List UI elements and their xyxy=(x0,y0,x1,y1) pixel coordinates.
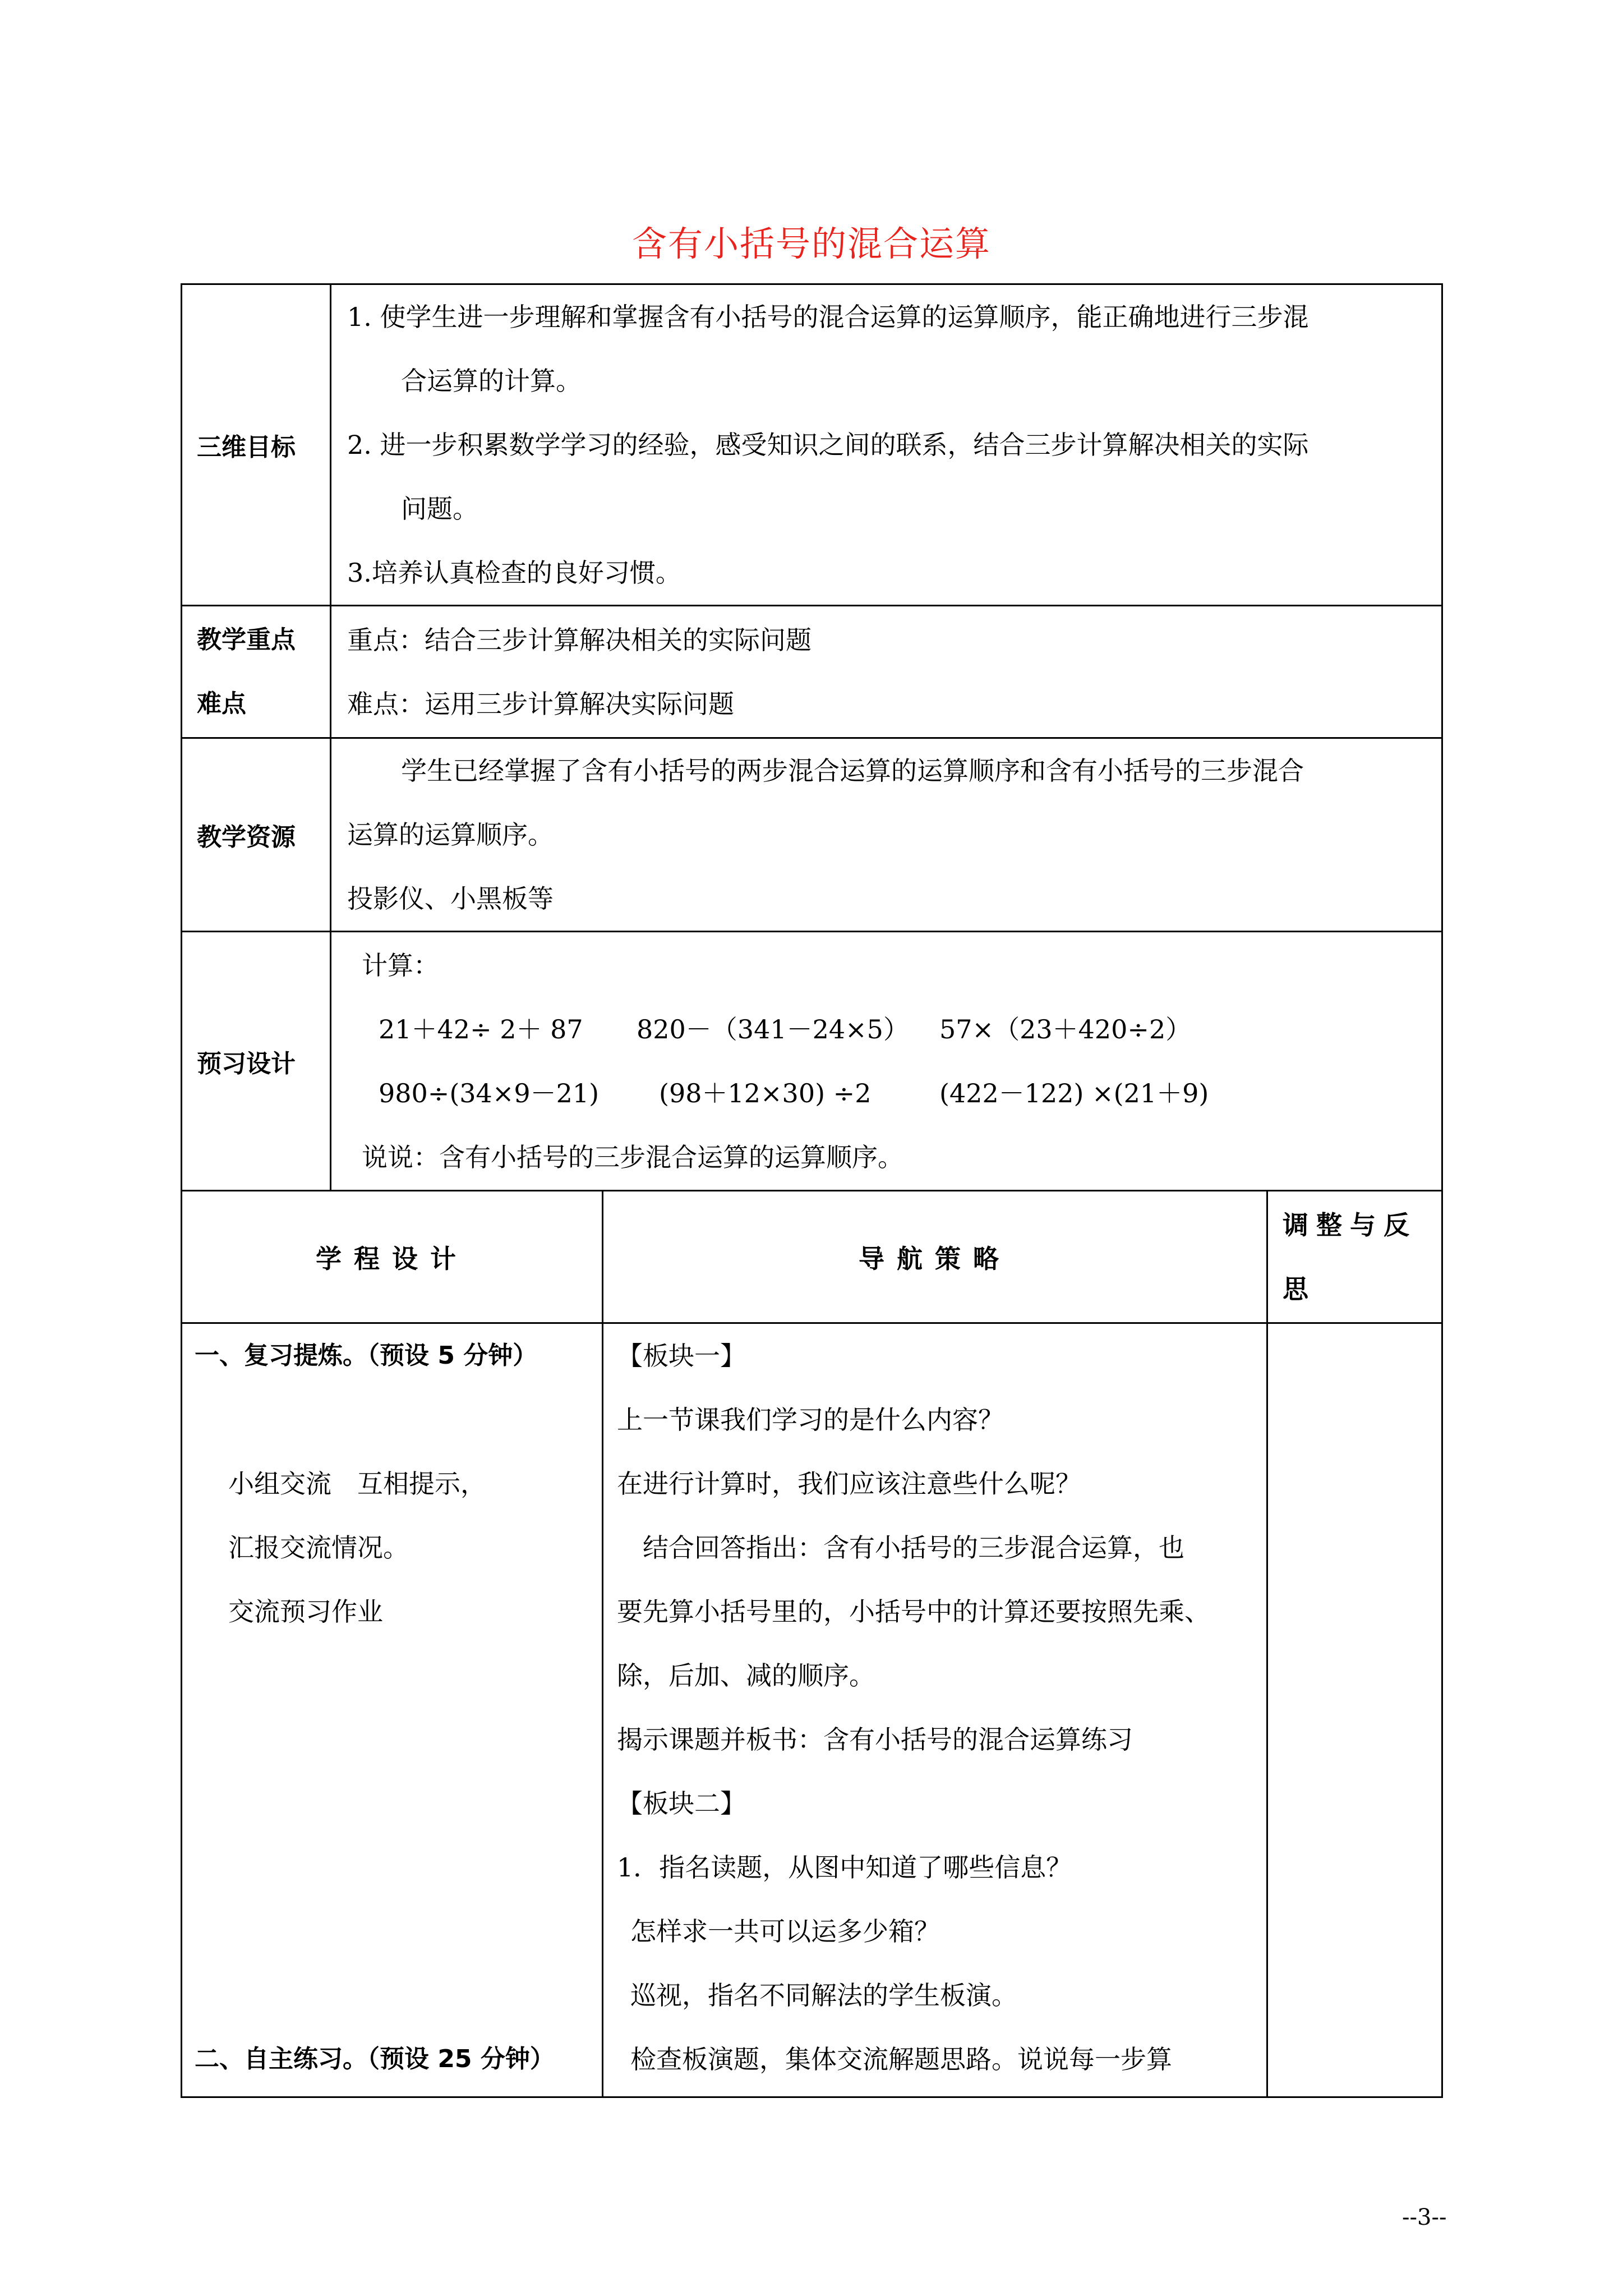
difficulty-text: 难点：运用三步计算解决实际问题 xyxy=(347,688,734,719)
middle-line-11: 巡视，指名不同解法的学生板演。 xyxy=(630,1980,1017,2010)
formula-2: 820－（341－24×5） xyxy=(637,1014,909,1045)
document-title: 含有小括号的混合运算 xyxy=(631,223,991,264)
preview-outro: 说说：含有小括号的三步混合运算的运算顺序。 xyxy=(362,1142,903,1172)
section-review: 一、复习提炼。（预设 5 分钟） xyxy=(195,1341,538,1370)
process-row xyxy=(182,1323,1442,2097)
middle-line-4: 结合回答指出：含有小括号的三步混合运算，也 xyxy=(643,1533,1184,1563)
header-navigation-strategy: 导航策略 xyxy=(603,1191,1267,1323)
middle-line-9: 1．指名读题，从图中知道了哪些信息？ xyxy=(617,1852,1072,1883)
column-header-row xyxy=(182,1191,1442,1323)
objectives-content xyxy=(331,284,1442,606)
header-course-design: 学程设计 xyxy=(182,1191,603,1323)
middle-line-1: 【板块一】 xyxy=(617,1341,746,1371)
resources-content xyxy=(331,738,1442,932)
formula-4: 980÷(34×9－21) xyxy=(379,1078,600,1108)
page-number: --3-- xyxy=(1402,2205,1447,2230)
preview-content xyxy=(331,932,1442,1191)
key-points-content xyxy=(331,606,1442,738)
section-practice: 二、自主练习。（预设 25 分钟） xyxy=(195,2045,555,2073)
lesson-plan-table xyxy=(181,283,1443,2098)
resources-row xyxy=(182,738,1442,932)
middle-line-5: 要先算小括号里的，小括号中的计算还要按照先乘、 xyxy=(617,1596,1210,1627)
key-points-row xyxy=(182,606,1442,738)
key-points-label-line-1: 教学重点 xyxy=(197,625,296,654)
key-points-label-line-2: 难点 xyxy=(197,689,246,718)
left-item-2: 汇报交流情况。 xyxy=(228,1533,409,1563)
formula-3: 57×（23＋420÷2） xyxy=(939,1014,1192,1045)
middle-line-2: 上一节课我们学习的是什么内容？ xyxy=(617,1405,1004,1435)
middle-line-7: 揭示课题并板书：含有小括号的混合运算练习 xyxy=(617,1724,1133,1755)
formula-5: (98＋12×30) ÷2 xyxy=(659,1078,872,1108)
resources-label: 教学资源 xyxy=(182,738,331,932)
objectives-label: 三维目标 xyxy=(182,284,331,606)
resources-line-2: 运算的运算顺序。 xyxy=(347,820,554,850)
formula-6: (422－122) ×(21＋9) xyxy=(939,1078,1209,1108)
process-reflection-cell xyxy=(1267,1323,1442,2097)
preview-formula-row-1 xyxy=(347,997,1430,1061)
middle-line-10: 怎样求一共可以运多少箱？ xyxy=(630,1916,940,1947)
resources-line-3: 投影仪、小黑板等 xyxy=(347,884,554,914)
middle-line-12: 检查板演题，集体交流解题思路。说说每一步算 xyxy=(630,2044,1172,2074)
objective-line-2: 合运算的计算。 xyxy=(401,366,582,396)
objective-line-3: 2. 进一步积累数学学习的经验，感受知识之间的联系，结合三步计算解决相关的实际 xyxy=(347,430,1309,460)
preview-row xyxy=(182,932,1442,1191)
header-adjust-reflect-line-1: 调整与反 xyxy=(1283,1209,1417,1240)
objective-line-1: 1. 使学生进一步理解和掌握含有小括号的混合运算的运算顺序，能正确地进行三步混 xyxy=(347,302,1309,332)
objective-line-5: 3.培养认真检查的良好习惯。 xyxy=(347,558,681,588)
middle-line-3: 在进行计算时，我们应该注意些什么呢？ xyxy=(617,1469,1081,1499)
preview-label: 预习设计 xyxy=(182,932,331,1191)
header-adjust-reflect-line-2: 思 xyxy=(1283,1273,1316,1304)
process-middle-cell xyxy=(603,1323,1267,2097)
objectives-row xyxy=(182,284,1442,606)
formula-1: 21＋42÷ 2＋ 87 xyxy=(379,1014,583,1045)
middle-line-6: 除，后加、减的顺序。 xyxy=(617,1660,875,1691)
middle-line-8: 【板块二】 xyxy=(617,1788,746,1819)
key-point-text: 重点：结合三步计算解决相关的实际问题 xyxy=(347,624,811,655)
left-item-3: 交流预习作业 xyxy=(228,1596,383,1627)
resources-line-1: 学生已经掌握了含有小括号的两步混合运算的运算顺序和含有小括号的三步混合 xyxy=(401,756,1304,786)
objective-line-4: 问题。 xyxy=(401,494,478,524)
process-left-cell xyxy=(182,1323,603,2097)
header-adjust-reflect xyxy=(1267,1191,1442,1323)
preview-intro: 计算： xyxy=(362,950,439,981)
left-item-1: 小组交流 互相提示， xyxy=(228,1469,486,1499)
preview-formula-row-2 xyxy=(347,1061,1430,1125)
key-points-label xyxy=(182,606,331,738)
